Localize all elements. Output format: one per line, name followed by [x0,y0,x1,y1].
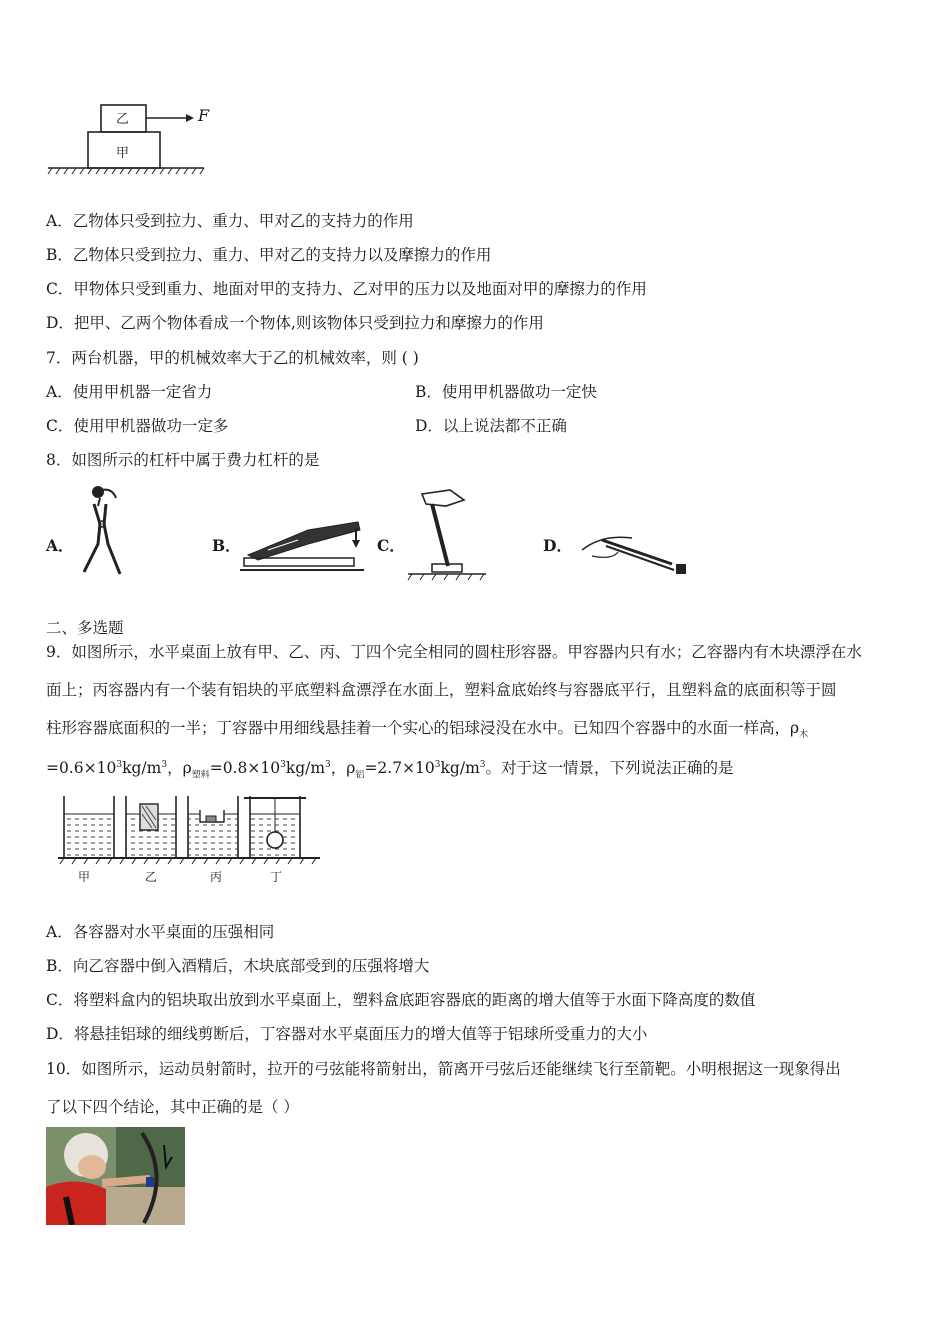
container-label-jia: 甲 [78,870,91,884]
q10-line1: 10．如图所示，运动员射箭时，拉开的弓弦能将箭射出，箭离开弓弦后还能继续飞行至箭靶。小明根据这一现象得出 [46,1060,841,1078]
q9-eq3-b: kg/m [440,759,480,778]
q9-eq3-a: =2.7×10 [364,759,435,778]
containers-figure [58,792,320,890]
archer-photo [46,1127,185,1225]
q9-eq1-b: kg/m [122,759,162,778]
sub-al: 铝 [355,770,365,781]
q7-option-c: C．使用甲机器做功一定多 [46,417,229,435]
q8-label-b: B． [212,536,241,555]
q6-option-c: C．甲物体只受到重力、地面对甲的支持力、乙对甲的压力以及地面对甲的摩擦力的作用 [46,280,647,298]
exp-2: 3 [161,760,168,770]
rho-plastic: ρ [182,759,192,778]
container-label-yi: 乙 [145,870,158,884]
exp-5: 3 [434,760,441,770]
sep-2: ， [330,759,347,778]
q9-option-a: A．各容器对水平桌面的压强相同 [46,923,275,941]
section-title: 二、多选题 [46,619,124,637]
q7-option-a: A．使用甲机器一定省力 [46,383,213,401]
sub-wood: 木 [799,730,809,741]
q9-eq2-b: kg/m [285,759,326,778]
q9-option-d: D．将悬挂铝球的细线剪断后，丁容器对水平桌面压力的增大值等于铝球所受重力的大小 [46,1025,648,1043]
q9-line1: 9．如图所示，水平桌面上放有甲、乙、丙、丁四个完全相同的圆柱形容器。甲容器内只有水；乙容器内有木块漂浮在水 [46,643,862,661]
q6-option-b: B．乙物体只受到拉力、重力、甲对乙的支持力以及摩擦力的作用 [46,246,492,264]
tweezers-figure [572,520,694,582]
q8-label-c: C． [377,536,405,555]
block-label-yi: 乙 [116,112,130,127]
blocks-force-figure [46,100,226,180]
stapler-figure [238,510,370,580]
rho-al: ρ [346,759,356,778]
exp-3: 3 [280,760,286,770]
q7-option-d: D．以上说法都不正确 [415,417,567,435]
exp-4: 3 [325,760,331,770]
q9-line2: 面上；丙容器内有一个装有铝块的平底塑料盒漂浮在水面上，塑料盒底始终与容器底平行，且塑料盒的底面积等于圆 [46,681,837,699]
q6-option-d: D．把甲、乙两个物体看成一个物体,则该物体只受到拉力和摩擦力的作用 [46,314,544,332]
q9-tail: 。对于这一情景，下列说法正确的是 [485,759,734,778]
q7-option-b: B．使用甲机器做功一定快 [415,383,597,401]
force-label: F [198,106,210,125]
q7-stem: 7．两台机器，甲的机械效率大于乙的机械效率，则 ( ) [46,349,419,367]
q8-label-d: D． [543,536,572,555]
pliers-figure [72,484,132,584]
q9-line4 [46,755,734,785]
exp-6: 3 [479,760,486,770]
q6-option-a: A．乙物体只受到拉力、重力、甲对乙的支持力的作用 [46,212,414,230]
q10-line2: 了以下四个结论，其中正确的是（ ） [46,1098,299,1116]
sub-plastic: 塑料 [191,770,210,781]
container-label-bing: 丙 [210,870,223,884]
q9-option-b: B．向乙容器中倒入酒精后，木块底部受到的压强将增大 [46,957,430,975]
exp-1: 3 [116,760,123,770]
q8-label-a: A． [46,536,74,555]
rho-wood: ρ [790,719,800,737]
sep-1: ， [167,759,183,778]
q9-eq2-a: =0.8×10 [209,759,281,778]
q9-eq1-a: =0.6×10 [46,759,117,778]
q9-line3 [46,718,808,745]
crowbar-figure [402,484,494,584]
q8-stem: 8．如图所示的杠杆中属于费力杠杆的是 [46,451,320,469]
block-label-jia: 甲 [116,146,130,161]
q9-option-c: C．将塑料盒内的铝块取出放到水平桌面上，塑料盒底距容器底的距离的增大值等于水面下降高度的数值 [46,991,756,1009]
q9-line3-text: 柱形容器底面积的一半；丁容器中用细线悬挂着一个实心的铝球浸没在水中。已知四个容器中的水面一样高， [46,719,791,737]
container-label-ding: 丁 [270,870,283,884]
